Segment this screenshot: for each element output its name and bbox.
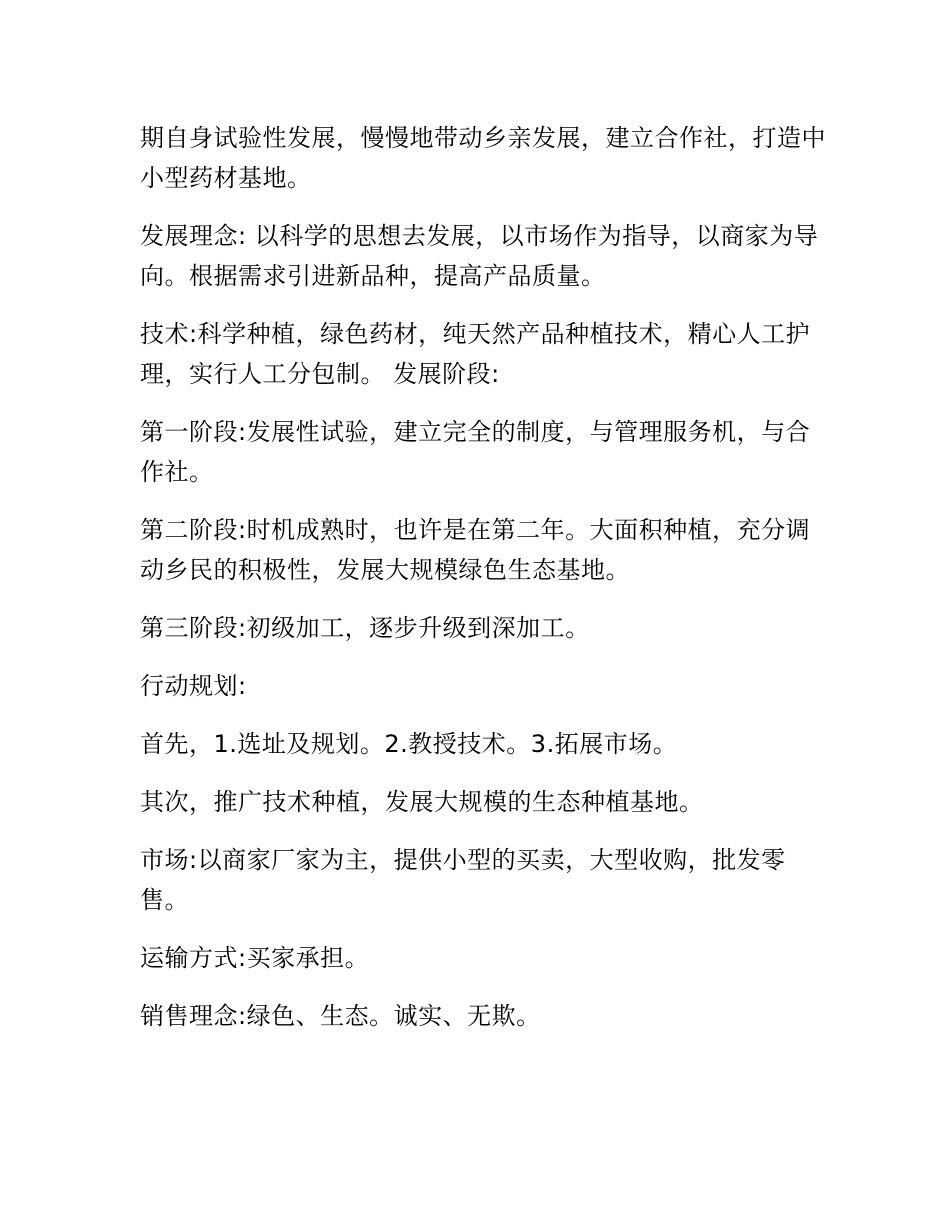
paragraph-stage-one: 第一阶段:发展性试验，建立完全的制度，与管理服务机，与合作社。 (140, 418, 811, 486)
paragraph-stage-three: 第三阶段:初级加工，逐步升级到深加工。 (140, 614, 590, 642)
paragraph-transport: 运输方式:买家承担。 (140, 944, 370, 972)
paragraph-intro: 期自身试验性发展，慢慢地带动乡亲发展，建立合作社，打造中小型药材基地。 (140, 124, 826, 192)
paragraph-technology: 技术:科学种植，绿色药材，纯天然产品种植技术，精心人工护理，实行人工分包制。 发展阶段: (140, 320, 811, 388)
paragraph-stage-two: 第二阶段:时机成熟时，也许是在第二年。大面积种植，充分调动乡民的积极性，发展大规模绿色生态基地。 (140, 516, 811, 584)
document-body (140, 118, 830, 1054)
paragraph-market: 市场:以商家厂家为主，提供小型的买卖，大型收购，批发零售。 (140, 846, 786, 914)
paragraph-sales-philosophy: 销售理念:绿色、生态。诚实、无欺。 (140, 1002, 541, 1030)
paragraph-action-plan-heading: 行动规划: (140, 672, 247, 700)
paragraph-first-steps: 首先，1.选址及规划。2.教授技术。3.拓展市场。 (140, 730, 678, 758)
paragraph-second-steps: 其次，推广技术种植，发展大规模的生态种植基地。 (140, 788, 704, 816)
paragraph-development-philosophy: 发展理念: 以科学的思想去发展，以市场作为指导，以商家为导向。根据需求引进新品种，提高产品质量。 (140, 222, 819, 290)
